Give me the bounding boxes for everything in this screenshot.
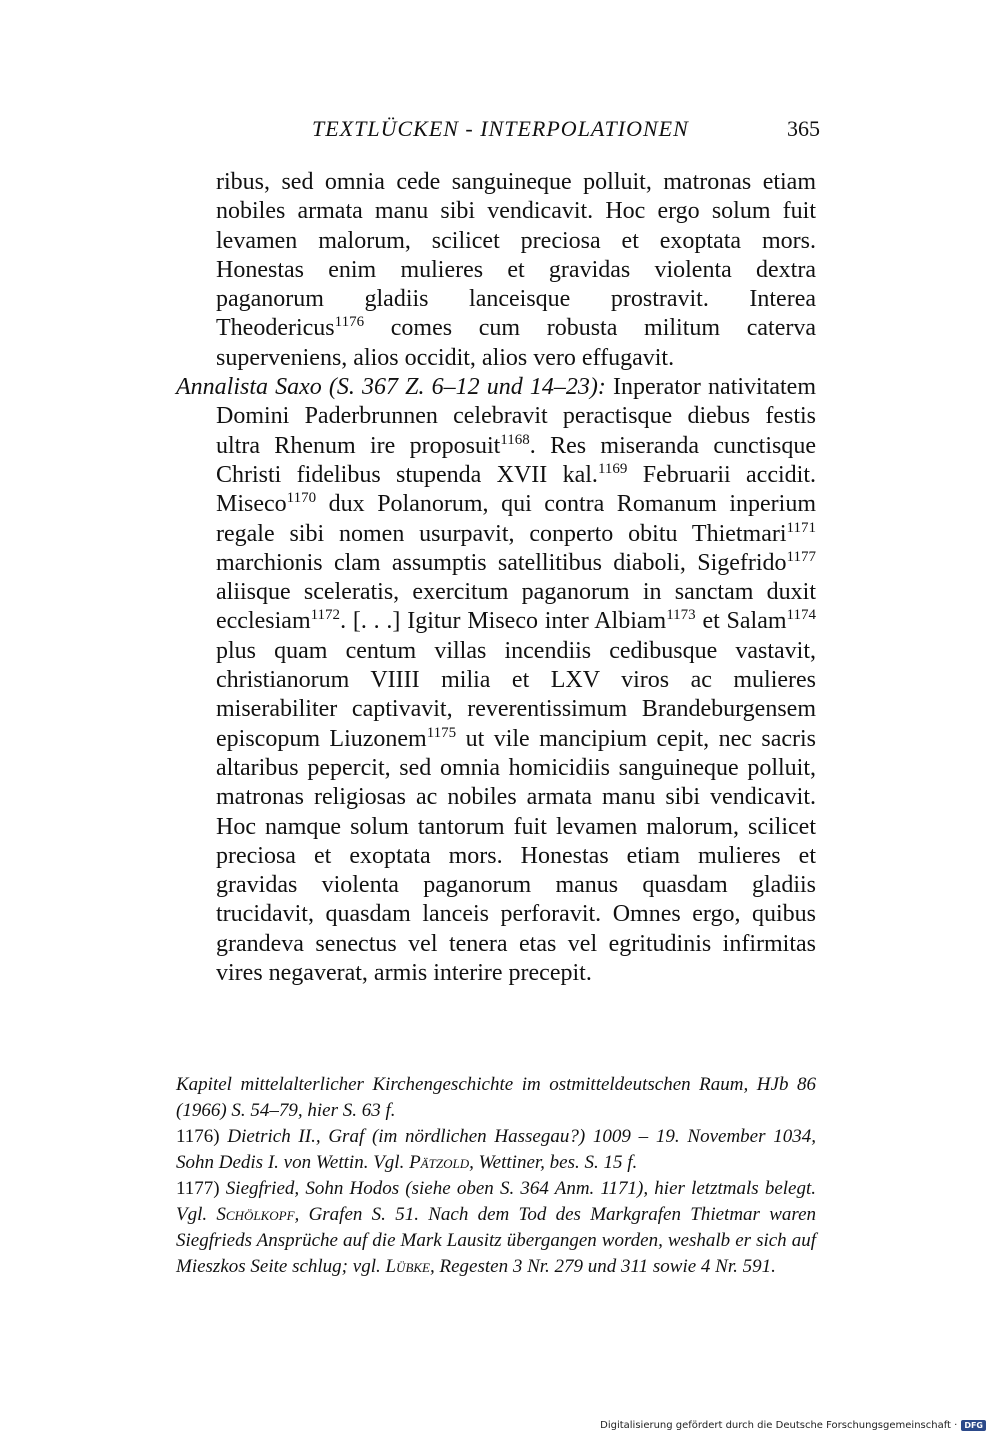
- footnote-continuation: Kapitel mittelalterlicher Kirchengeschichte im ostmitteldeutschen Raum, HJb 86 (1966) S. 54–79, hier S. 63 f.: [176, 1074, 816, 1121]
- footnotes: [176, 1072, 816, 1280]
- footnote-ref: 1172: [310, 607, 341, 624]
- footnote-ref: 1171: [786, 519, 816, 536]
- credit-text: Digitalisierung gefördert durch die Deutsche Forschungsgemeinschaft ·: [600, 1420, 958, 1431]
- source-label: Annalista Saxo (S. 367 Z. 6–12 und 14–23):: [176, 374, 606, 401]
- main-text: [176, 168, 816, 988]
- footnote-ref: 1173: [666, 607, 696, 624]
- footnote-1177: 1177) Siegfried, Sohn Hodos (siehe oben S. 364 Anm. 1171), hier letztmals belegt. Vgl. Schölkopf, Grafen S. 51. Nach dem Tod des Markgrafen Thietmar waren Siegfrieds Ansprüche auf die Mark Lausitz übergangen worden, weshalb er sich auf Mieszkos Seite schlug; vgl. Lübke, Regesten 3 Nr. 279 und 311 sowie 4 Nr. 591.: [176, 1178, 817, 1277]
- dfg-logo-icon: DFG: [961, 1420, 986, 1431]
- footnote-ref: 1174: [786, 607, 816, 624]
- digitization-credit: [600, 1420, 986, 1431]
- author-name: Schölkopf: [216, 1204, 295, 1225]
- page-header: [0, 116, 1000, 148]
- footnote-number: 1177): [176, 1178, 220, 1199]
- footnote-ref: 1169: [597, 460, 628, 477]
- footnote-ref: 1170: [286, 490, 317, 507]
- page-number: 365: [787, 116, 820, 141]
- footnote-ref: 1175: [426, 724, 457, 741]
- source-paragraph: Annalista Saxo (S. 367 Z. 6–12 und 14–23): Inperator nativitatem Domini Paderbrunnen celebravit peractisque diebus festis ultra Rhenum ire proposuit$^{1168}$. Res miseranda cunctisque Christi fidelibus stupenda XVII kal.$^{1169}$ Februarii accidit. Miseco$^{1170}$ dux Polanorum, qui contra Romanum inperium regale sibi nomen usurpavit, conperto obitu Thietmari$^{1171}$ marchionis clam assumptis satellitibus diaboli, Sigefrido$^{1177}$ aliisque sceleratis, exercitum paganorum in sanctam duxit ecclesiam$^{1172}$. [. . .] Igitur Miseco inter Albiam$^{1173}$ et Salam$^{1174}$ plus quam centum villas incendiis cedibusque vastavit, christianorum VIIII milia et LXV viros ac mulieres miserabiliter captivavit, reverentissimum Brandeburgensem episcopum Liuzonem$^{1175}$ ut vile mancipium cepit, nec sacris altaribus pepercit, sed omnia homicidiis sanguineque polluit, matronas religiosas ac nobiles armata manu sibi vendicavit. Hoc namque solum tantorum fuit levamen malorum, scilicet preciosa et exoptata mors. Honestas etiam mulieres et gravidas violenta paganorum manus quasdam gladiis trucidavit, quasdam lanceis perforavit. Omnes ergo, quibus grandeva senectus vel tenera etas vel egritudinis infirmitas vires negaverat, armis interire precepit.: [176, 374, 817, 987]
- running-title: TEXTLÜCKEN - INTERPOLATIONEN: [312, 116, 689, 141]
- footnote-ref: 1177: [786, 548, 816, 565]
- author-name: Lübke: [385, 1256, 430, 1277]
- author-name: Pätzold: [409, 1152, 470, 1173]
- footnote-ref: 1168: [500, 431, 530, 448]
- footnote-1176: 1176) Dietrich II., Graf (im nördlichen Hassegau?) 1009 – 19. November 1034, Sohn Dedis I. von Wettin. Vgl. Pätzold, Wettiner, bes. S. 15 f.: [176, 1126, 816, 1173]
- quote-paragraph: ribus, sed omnia cede sanguineque polluit, matronas etiam nobiles armata manu sibi vendicavit. Hoc ergo solum fuit levamen malorum, scilicet preciosa et exoptata mors. Honestas enim mulieres et gravidas violenta dextra paganorum gladiis lanceisque prostravit. Interea Theodericus$^{1176}$ comes cum robusta militum caterva superveniens, alios occidit, alios vero effugavit.: [216, 169, 816, 371]
- footnote-ref: 1176: [334, 314, 365, 331]
- footnote-number: 1176): [176, 1126, 220, 1147]
